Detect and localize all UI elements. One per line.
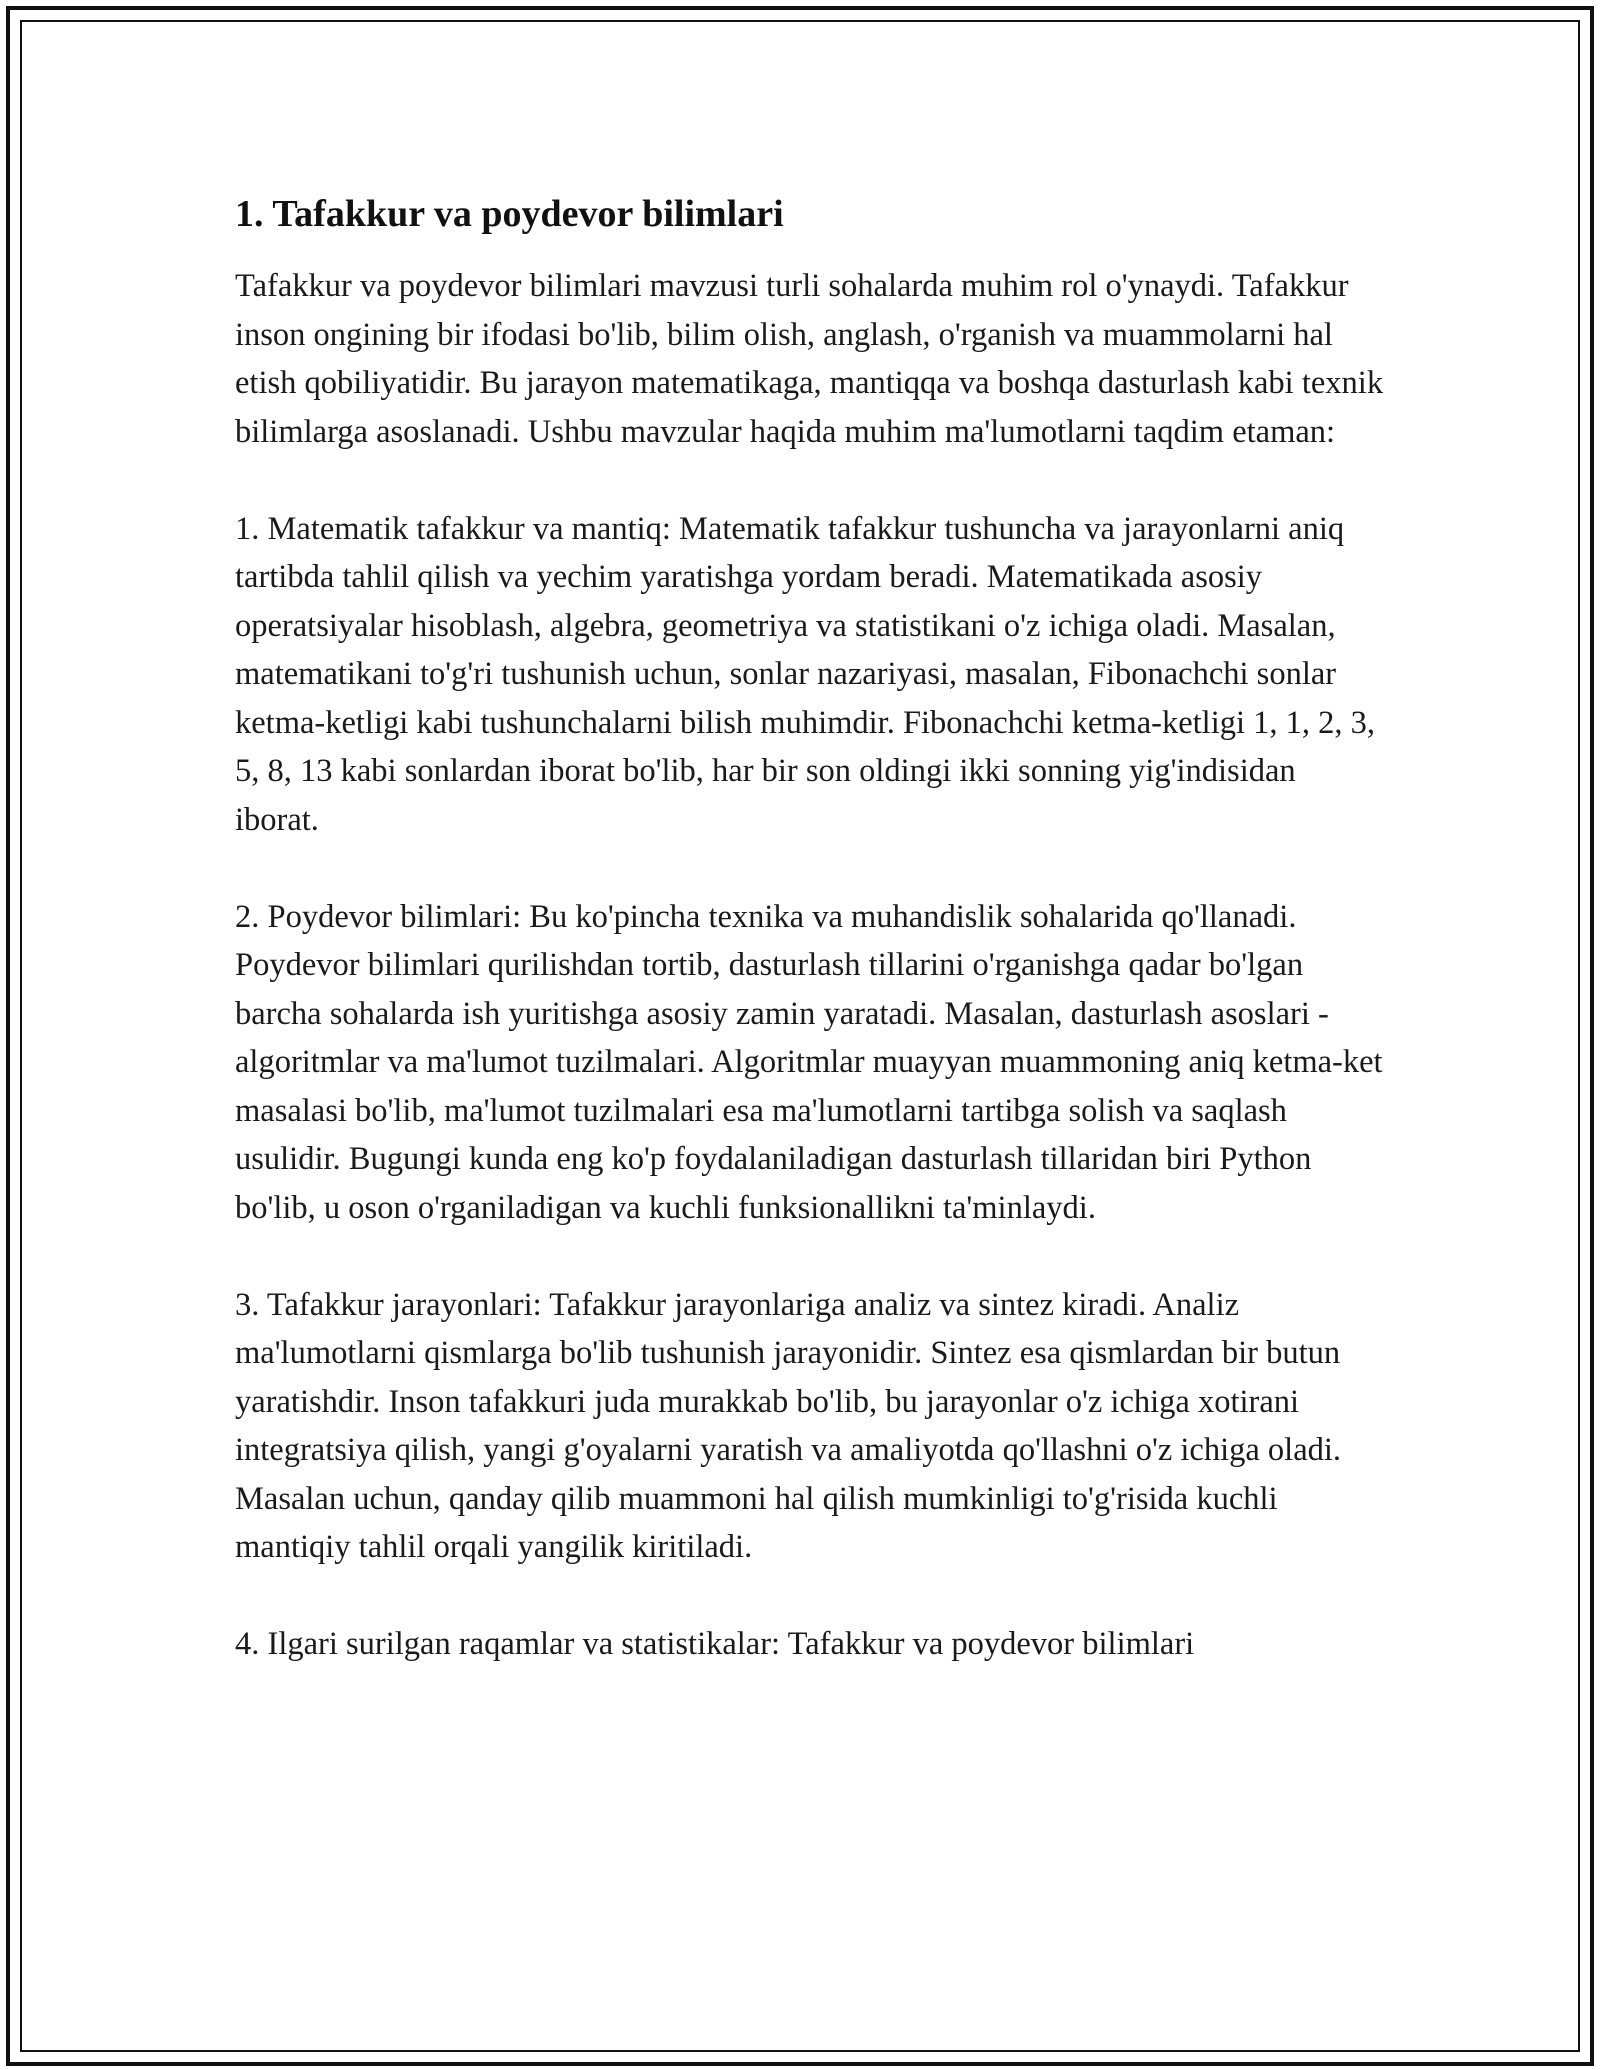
section-heading: 1. Tafakkur va poydevor bilimlari bbox=[235, 193, 784, 235]
paragraph-matematik-tafakkur: 1. Matematik tafakkur va mantiq: Matematik tafakkur tushuncha va jarayonlarni aniq tartibda tahlil qilish va yechim yaratishga yordam beradi. Matematikada asosiy operatsiyalar hisoblash, algebra, geometriya va statistikani o'z ichiga oladi. Masalan, matematikani to'g'ri tushunish uchun, sonlar nazariyasi, masalan, Fibonachchi sonlar ketma-ketligi kabi tushunchalarni bilish muhimdir. Fibonachchi ketma-ketligi 1, 1, 2, 3, 5, 8, 13 kabi sonlardan iborat bo'lib, har bir son oldingi ikki sonning yig'indisidan iborat. bbox=[235, 510, 1376, 838]
paragraph-raqamlar-statistikalar: 4. Ilgari surilgan raqamlar va statistikalar: Tafakkur va poydevor bilimlari bbox=[235, 1626, 1195, 1662]
document-body bbox=[235, 190, 1385, 1717]
paragraph-tafakkur-jarayonlari: 3. Tafakkur jarayonlari: Tafakkur jarayonlariga analiz va sintez kiradi. Analiz ma'lumotlarni qismlarga bo'lib tushunish jarayonidir. Sintez esa qismlardan bir butun yaratishdir. Inson tafakkuri juda murakkab bo'lib, bu jarayonlar o'z ichiga xotirani integratsiya qilish, yangi g'oyalarni yaratish va amaliyotda qo'llashni o'z ichiga oladi. Masalan uchun, qanday qilib muammoni hal qilish mumkinligi to'g'risida kuchli mantiqiy tahlil orqali yangilik kiritiladi. bbox=[235, 1286, 1342, 1565]
intro-paragraph: Tafakkur va poydevor bilimlari mavzusi turli sohalarda muhim rol o'ynaydi. Tafakkur inson ongining bir ifodasi bo'lib, bilim olish, anglash, o'rganish va muammolarni hal etish qobiliyatidir. Bu jarayon matematikaga, mantiqqa va boshqa dasturlash kabi texnik bilimlarga asoslanadi. Ushbu mavzular haqida muhim ma'lumotlarni taqdim etaman: bbox=[235, 268, 1384, 450]
paragraph-poydevor-bilimlari: 2. Poydevor bilimlari: Bu ko'pincha texnika va muhandislik sohalarida qo'llanadi. Poydevor bilimlari qurilishdan tortib, dasturlash tillarini o'rganishga qadar bo'lgan barcha sohalarda ish yuritishga asosiy zamin yaratadi. Masalan, dasturlash asoslari - algoritmlar va ma'lumot tuzilmalari. Algoritmlar muayyan muammoning aniq ketma-ket masalasi bo'lib, ma'lumot tuzilmalari esa ma'lumotlarni tartibga solish va saqlash usulidir. Bugungi kunda eng ko'p foydalaniladigan dasturlash tillaridan biri Python bo'lib, u oson o'rganiladigan va kuchli funksionallikni ta'minlaydi. bbox=[235, 898, 1383, 1226]
